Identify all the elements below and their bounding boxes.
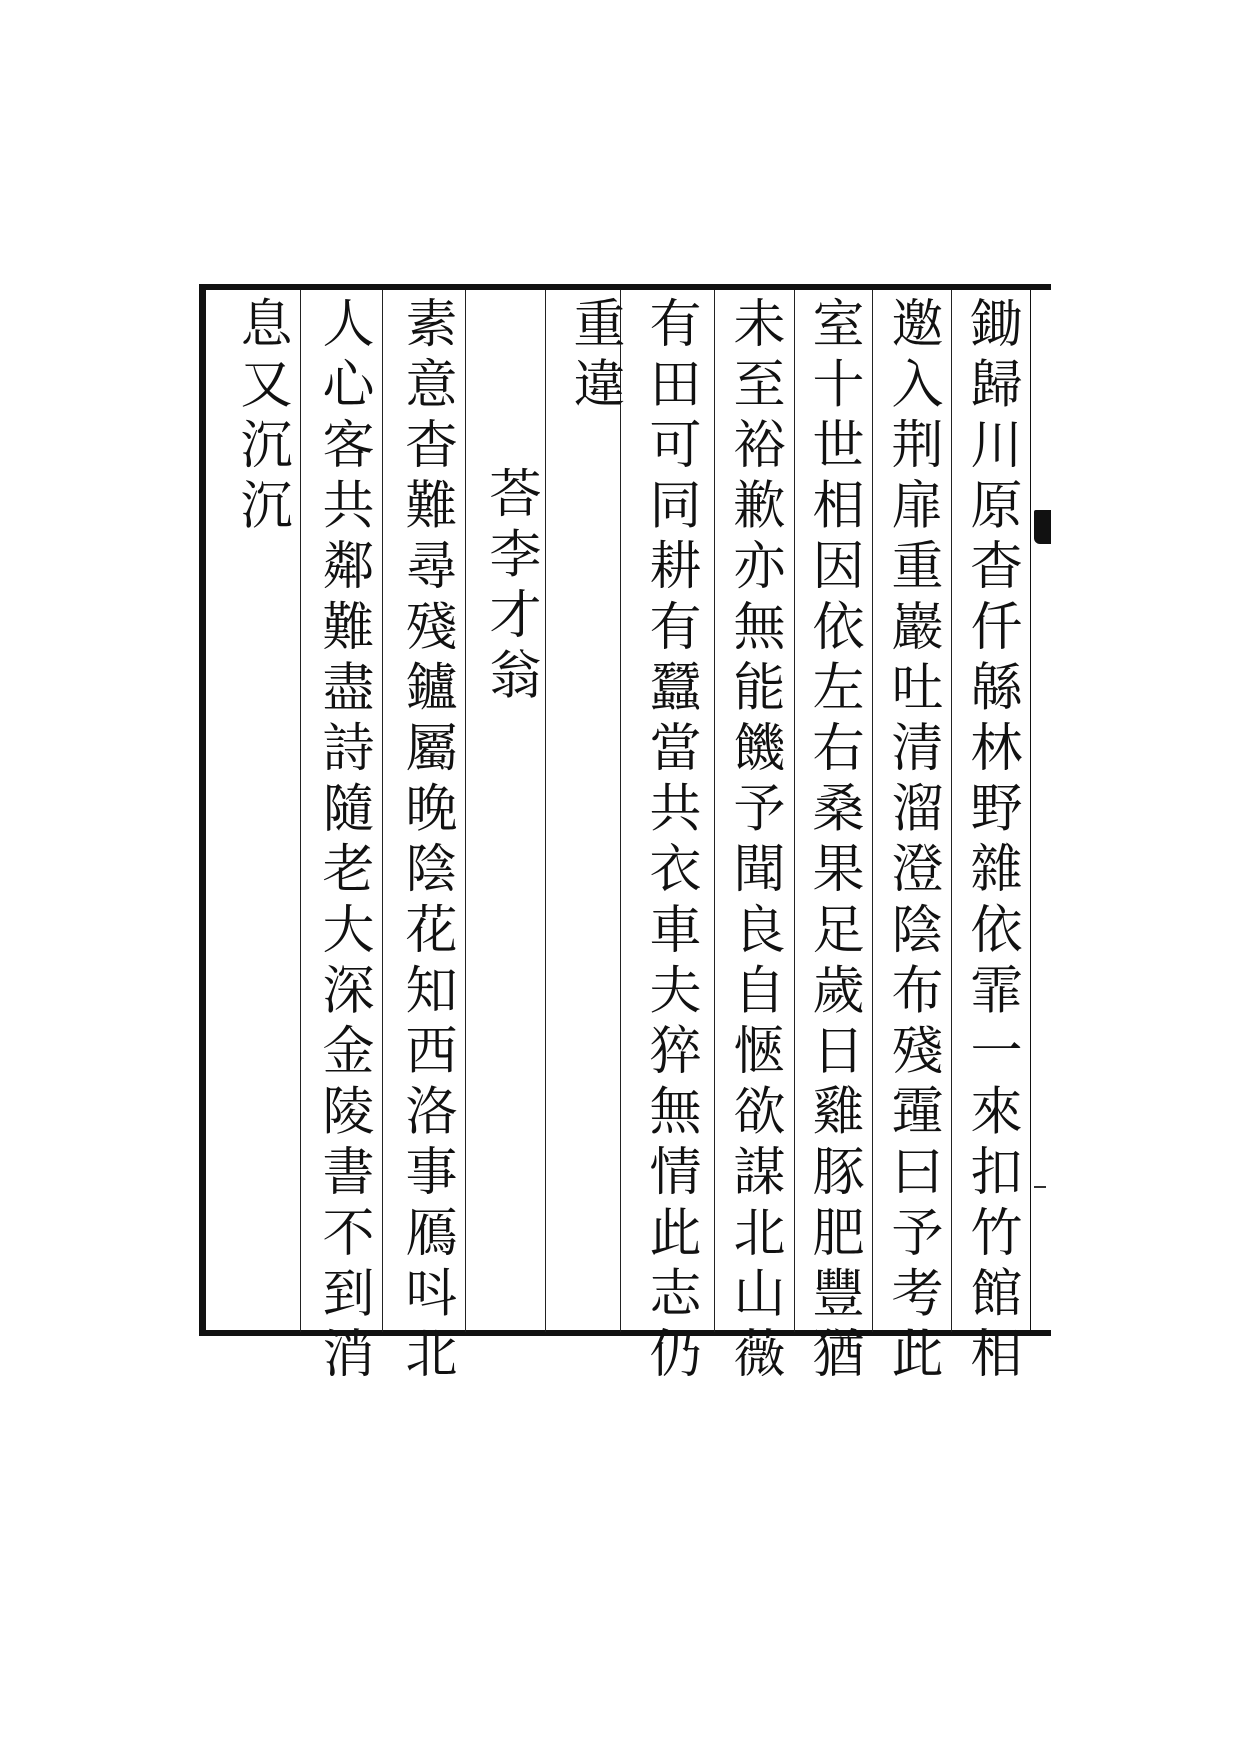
text-column-8: 人心客共鄰難盡詩隨老大深金陵書不到消 — [313, 296, 373, 1387]
poem-title: 荅李才翁 — [480, 466, 540, 709]
text-column-1: 鋤歸川原杳仟緜林野雜依霏一來扣竹館相 — [961, 296, 1021, 1387]
fish-tail-mark — [1034, 510, 1051, 544]
text-column-2: 邀入荆扉重巖吐清溜澄陰布殘䨪曰予考此 — [882, 296, 942, 1387]
text-column-3: 室十世相因依左右桑果足歲日雞豚肥豐猶 — [803, 296, 863, 1387]
column-rule — [382, 290, 383, 1332]
column-rule — [300, 290, 301, 1332]
column-rule — [620, 290, 621, 1332]
column-rule — [714, 290, 715, 1332]
text-column-4: 未至裕歉亦無能饑予聞良自愜欲謀北山薇 — [724, 296, 784, 1387]
right-margin-rule — [1030, 290, 1031, 1332]
text-column-9: 息又沉沉 — [231, 296, 291, 539]
text-column-6: 重違 — [564, 296, 624, 418]
text-column-7: 素意杳難尋殘鑪屬晚陰花知西洛事鴈呌北 — [396, 296, 456, 1387]
column-rule — [465, 290, 466, 1332]
text-column-5: 有田可同耕有蠶當共衣車夫猝無情此志仍 — [640, 296, 700, 1387]
margin-tick — [1034, 1186, 1046, 1188]
column-rule — [794, 290, 795, 1332]
column-rule — [951, 290, 952, 1332]
column-rule — [545, 290, 546, 1332]
column-rule — [872, 290, 873, 1332]
